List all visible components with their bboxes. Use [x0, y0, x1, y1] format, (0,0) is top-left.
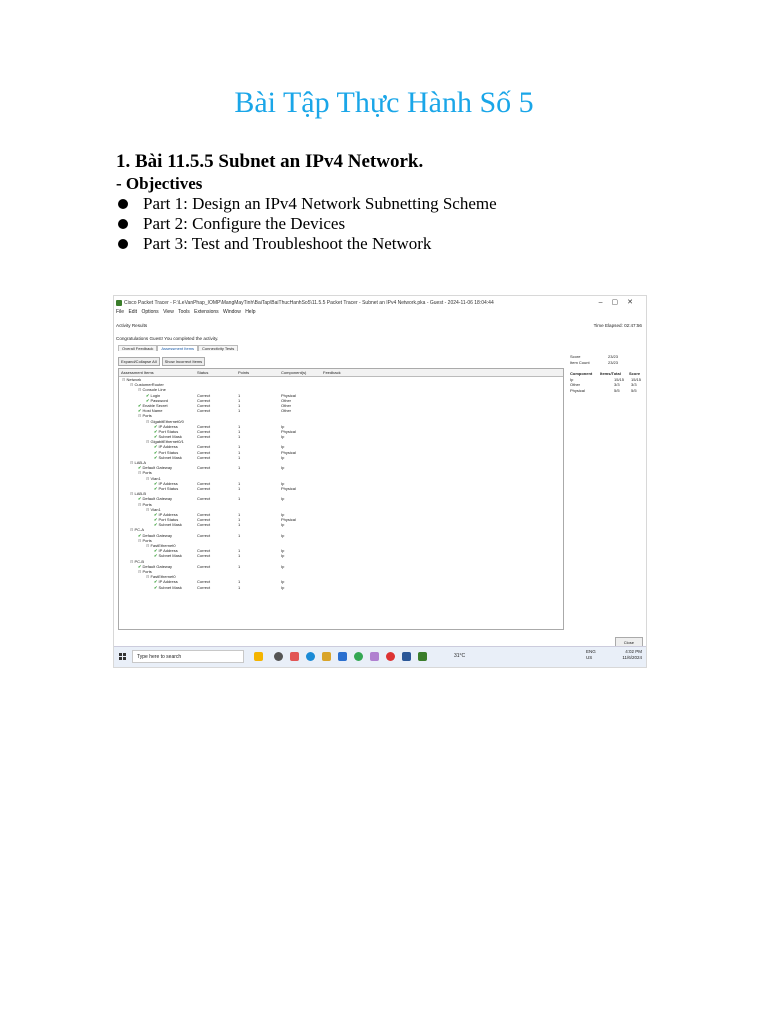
- objectives-heading: - Objectives: [116, 174, 203, 193]
- score-row: [570, 388, 646, 394]
- component-cell: Other: [281, 397, 292, 403]
- status-cell: Correct: [197, 584, 211, 590]
- item-name: ✔ IP Address: [154, 579, 178, 585]
- status-cell: Correct: [197, 563, 211, 569]
- score-cell: 15/15: [614, 376, 625, 382]
- item-name: ✔ Default Gateway: [138, 532, 173, 538]
- component-cell: Physical: [281, 428, 296, 434]
- status-cell: Correct: [197, 579, 211, 585]
- list-item-text: Part 2: Configure the Devices: [143, 214, 346, 233]
- points-cell: 1: [238, 408, 241, 414]
- status-cell: Correct: [197, 496, 211, 502]
- status-cell: Correct: [197, 423, 211, 429]
- list-item: [116, 194, 497, 214]
- bullet-icon: [118, 199, 128, 209]
- item-name: ⊟ Network: [122, 377, 142, 382]
- component-cell: Ip: [281, 548, 285, 554]
- task-view-icon[interactable]: [274, 652, 283, 661]
- item-name: ✔ IP Address: [154, 423, 178, 429]
- col-assessment-items[interactable]: Assessment Items: [121, 370, 154, 375]
- item-name: ⊟ LAB-B: [130, 491, 147, 497]
- points-cell: 1: [238, 434, 241, 440]
- table-header: [119, 369, 563, 377]
- tab-overall-feedback[interactable]: Overall Feedback: [118, 345, 157, 351]
- status-cell: Correct: [197, 449, 211, 455]
- score-cell: Other: [570, 382, 581, 387]
- points-cell: 1: [238, 397, 241, 403]
- score-cell: 3/3: [614, 382, 620, 387]
- points-cell: 1: [238, 548, 241, 554]
- check-icon: ✔: [154, 522, 158, 528]
- points-cell: 1: [238, 485, 241, 491]
- check-icon: ✔: [138, 532, 142, 538]
- component-cell: Ip: [281, 465, 285, 471]
- collapse-icon[interactable]: ⊟: [146, 574, 150, 580]
- app-icon[interactable]: [370, 652, 379, 661]
- points-cell: 1: [238, 392, 241, 398]
- check-icon: ✔: [154, 434, 158, 440]
- collapse-icon[interactable]: ⊟: [138, 568, 142, 574]
- check-icon: ✔: [146, 392, 150, 398]
- weather-temp[interactable]: 31°C: [454, 653, 466, 659]
- component-cell: Ip: [281, 563, 285, 569]
- component-cell: Ip: [281, 579, 285, 585]
- item-name: ✔ Login: [146, 392, 161, 398]
- component-cell: Ip: [281, 480, 285, 486]
- component-cell: Ip: [281, 454, 285, 460]
- points-cell: 1: [238, 532, 241, 538]
- bullet-icon: [118, 239, 128, 249]
- menu-bar[interactable]: File Edit Options View Tools Extensions Window Help: [116, 309, 256, 315]
- score-cell: Score: [629, 371, 641, 376]
- points-cell: 1: [238, 465, 241, 471]
- time-elapsed: Time Elapsed: 02:47:56: [593, 323, 642, 328]
- score-cell: 5/5: [631, 387, 637, 393]
- component-cell: Physical: [281, 392, 296, 398]
- table-row[interactable]: [119, 585, 563, 590]
- packet-tracer-icon[interactable]: [418, 652, 427, 661]
- page-title: Bài Tập Thực Hành Số 5: [234, 86, 534, 119]
- assessment-table: [118, 368, 564, 630]
- check-icon: ✔: [154, 444, 158, 450]
- component-cell: Ip: [281, 496, 285, 502]
- score-cell: Item Count: [570, 359, 590, 365]
- check-icon: ✔: [154, 449, 158, 455]
- status-cell: Correct: [197, 522, 211, 528]
- windows-start-icon[interactable]: [119, 653, 126, 660]
- results-label: Activity Results: [116, 323, 148, 328]
- points-cell: 1: [238, 517, 241, 523]
- item-name: ✔ Subnet Mask: [154, 434, 182, 440]
- collapse-icon[interactable]: ⊟: [130, 558, 134, 564]
- status-cell: Correct: [197, 428, 211, 434]
- collapse-icon[interactable]: ⊟: [138, 537, 142, 543]
- window-titlebar: [114, 296, 646, 310]
- status-cell: Correct: [197, 511, 211, 517]
- check-icon: ✔: [154, 511, 158, 517]
- objectives-list: [116, 194, 497, 254]
- component-cell: Physical: [281, 449, 296, 455]
- collapse-icon[interactable]: ⊟: [146, 543, 150, 548]
- component-cell: Physical: [281, 517, 296, 523]
- item-name: ⊟ Ports: [138, 501, 152, 507]
- collapse-icon[interactable]: ⊟: [130, 460, 134, 465]
- score-cell: Items/Total: [600, 371, 621, 376]
- lang-text: ENG: [586, 649, 596, 654]
- item-name: ✔ Port Status: [154, 485, 179, 491]
- collapse-icon[interactable]: ⊟: [146, 475, 150, 481]
- window-controls[interactable]: –▢✕: [598, 299, 642, 306]
- store-icon[interactable]: [338, 652, 347, 661]
- status-cell: Correct: [197, 402, 211, 408]
- clock-time: 4:02 PM: [625, 649, 642, 654]
- points-cell: 1: [238, 449, 241, 455]
- bullet-icon: [118, 219, 128, 229]
- item-name: ⊟ GigabitEthernet0/0: [146, 418, 184, 424]
- taskbar: [114, 646, 646, 667]
- points-cell: 1: [238, 553, 241, 559]
- item-name: ✔ Default Gateway: [138, 563, 173, 569]
- collapse-icon[interactable]: ⊟: [138, 501, 142, 507]
- component-cell: Other: [281, 408, 292, 414]
- component-cell: Physical: [281, 485, 296, 491]
- item-name: ⊟ Console Line: [138, 387, 166, 393]
- check-icon: ✔: [154, 553, 158, 559]
- item-name: ⊟ Ports: [138, 470, 152, 476]
- col-components[interactable]: Component(s): [281, 370, 307, 375]
- item-name: ✔ Subnet Mask: [154, 522, 182, 528]
- item-name: ⊟ CustomerRouter: [130, 382, 164, 388]
- component-cell: Ip: [281, 584, 285, 590]
- points-cell: 1: [238, 522, 241, 528]
- collapse-icon[interactable]: ⊟: [130, 491, 134, 497]
- collapse-icon[interactable]: ⊟: [146, 439, 150, 445]
- score-cell: 3/3: [631, 382, 637, 387]
- congrats-text: Congratulations Guest! You completed the activity.: [116, 336, 219, 341]
- check-icon: ✔: [154, 579, 158, 585]
- status-cell: Correct: [197, 517, 211, 523]
- edge-icon[interactable]: [306, 652, 315, 661]
- item-name: ✔ IP Address: [154, 548, 178, 554]
- component-cell: Ip: [281, 511, 285, 517]
- col-feedback[interactable]: Feedback: [323, 370, 341, 375]
- screenshot-image: [113, 295, 647, 668]
- item-name: ⊟ FastEthernet0: [146, 543, 176, 548]
- score-panel: [570, 354, 646, 393]
- points-cell: 1: [238, 584, 241, 590]
- status-cell: Correct: [197, 434, 211, 440]
- points-cell: 1: [238, 563, 241, 569]
- item-name: ✔ Default Gateway: [138, 465, 173, 471]
- tab-connectivity-tests[interactable]: Connectivity Tests: [198, 345, 238, 351]
- item-name: ⊟ PC-A: [130, 527, 145, 533]
- points-cell: 1: [238, 402, 241, 408]
- app-icon[interactable]: [290, 652, 299, 661]
- status-cell: Correct: [197, 553, 211, 559]
- expand-collapse-button[interactable]: Expand/Collapse All: [118, 357, 160, 366]
- item-name: ✔ Host Name: [138, 408, 163, 414]
- collapse-icon[interactable]: ⊟: [138, 413, 142, 419]
- component-cell: Ip: [281, 553, 285, 559]
- score-cell: 5/5: [614, 387, 620, 393]
- table-body: [119, 377, 563, 590]
- item-name: ✔ Default Gateway: [138, 496, 173, 502]
- collapse-icon[interactable]: ⊟: [138, 470, 142, 476]
- check-icon: ✔: [138, 408, 142, 414]
- item-name: ✔ Port Status: [154, 517, 179, 523]
- item-name: ⊟ Ports: [138, 537, 152, 543]
- check-icon: ✔: [138, 563, 142, 569]
- item-name: ✔ Enable Secret: [138, 402, 168, 408]
- status-cell: Correct: [197, 480, 211, 486]
- check-icon: ✔: [154, 428, 158, 434]
- item-name: ✔ IP Address: [154, 480, 178, 486]
- score-cell: Score: [570, 354, 581, 359]
- status-cell: Correct: [197, 397, 211, 403]
- score-cell: 23/23: [608, 354, 619, 359]
- status-cell: Correct: [197, 465, 211, 471]
- taskbar-search[interactable]: Type here to search: [132, 650, 244, 663]
- lang-region: US: [586, 655, 593, 660]
- check-icon: ✔: [146, 397, 150, 403]
- status-cell: Correct: [197, 444, 211, 450]
- check-icon: ✔: [154, 584, 158, 590]
- language-indicator[interactable]: [586, 649, 596, 661]
- points-cell: 1: [238, 428, 241, 434]
- points-cell: 1: [238, 480, 241, 486]
- check-icon: ✔: [154, 480, 158, 486]
- check-icon: ✔: [138, 402, 142, 408]
- item-name: ⊟ Vlan1: [146, 506, 161, 512]
- component-cell: Other: [281, 402, 292, 408]
- item-name: ✔ Password: [146, 397, 169, 403]
- toolbar: [118, 357, 205, 366]
- points-cell: 1: [238, 579, 241, 585]
- item-name: ⊟ GigabitEthernet0/1: [146, 439, 184, 445]
- item-name: ⊟ Ports: [138, 568, 152, 574]
- col-points[interactable]: Points: [238, 370, 250, 375]
- list-item: [116, 214, 497, 234]
- item-name: ✔ IP Address: [154, 511, 178, 517]
- clock[interactable]: [622, 649, 642, 661]
- score-cell: 15/15: [631, 376, 642, 382]
- score-row: [570, 360, 646, 366]
- section-heading: 1. Bài 11.5.5 Subnet an IPv4 Network.: [116, 151, 424, 172]
- collapse-icon[interactable]: ⊟: [130, 527, 134, 533]
- list-item-text: Part 1: Design an IPv4 Network Subnetting Scheme: [143, 194, 497, 213]
- points-cell: 1: [238, 454, 241, 460]
- result-tabs: [118, 345, 238, 351]
- chrome-icon[interactable]: [354, 652, 363, 661]
- collapse-icon[interactable]: ⊟: [138, 387, 142, 393]
- item-name: ✔ Port Status: [154, 428, 179, 434]
- collapse-icon[interactable]: ⊟: [146, 506, 150, 512]
- component-cell: Ip: [281, 522, 285, 528]
- points-cell: 1: [238, 444, 241, 450]
- check-icon: ✔: [154, 423, 158, 429]
- window-title: Cisco Packet Tracer - F:\LeVanPhap_IOMP\MangMayTinh\BaiTap\BaiThucHanhSo5\11.5.5 Packet Tracer - Subnet an IPv4 Network.pka - Guest - 2024-11-06 18:04:44: [124, 300, 494, 306]
- check-icon: ✔: [154, 485, 158, 491]
- check-icon: ✔: [138, 465, 142, 471]
- component-cell: Ip: [281, 532, 285, 538]
- points-cell: 1: [238, 496, 241, 502]
- folder-icon[interactable]: [322, 652, 331, 661]
- status-cell: Correct: [197, 532, 211, 538]
- list-item-text: Part 3: Test and Troubleshoot the Network: [143, 234, 432, 253]
- collapse-icon[interactable]: ⊟: [122, 377, 126, 382]
- check-icon: ✔: [138, 496, 142, 502]
- collapse-icon[interactable]: ⊟: [146, 418, 150, 424]
- item-name: ✔ IP Address: [154, 444, 178, 450]
- component-cell: Ip: [281, 444, 285, 450]
- points-cell: 1: [238, 511, 241, 517]
- item-name: ✔ Subnet Mask: [154, 553, 182, 559]
- item-name: ✔ Subnet Mask: [154, 584, 182, 590]
- list-item: [116, 234, 497, 254]
- score-cell: 23/23: [608, 359, 619, 365]
- tab-assessment-items[interactable]: Assessment Items: [157, 345, 198, 351]
- item-name: ⊟ Ports: [138, 413, 152, 419]
- score-cell: Component: [570, 371, 593, 376]
- score-cell: Ip: [570, 376, 574, 382]
- item-name: ⊟ Vlan1: [146, 475, 161, 481]
- clock-date: 11/6/2024: [622, 655, 642, 660]
- item-name: ✔ Port Status: [154, 449, 179, 455]
- check-icon: ✔: [154, 454, 158, 460]
- status-cell: Correct: [197, 392, 211, 398]
- item-name: ⊟ PC-B: [130, 558, 145, 564]
- item-name: ✔ Subnet Mask: [154, 454, 182, 460]
- packet-tracer-icon: [116, 300, 122, 306]
- component-cell: Ip: [281, 434, 285, 440]
- status-cell: Correct: [197, 454, 211, 460]
- show-incorrect-button[interactable]: Show Incorrect Items: [162, 357, 206, 366]
- component-cell: Ip: [281, 423, 285, 429]
- points-cell: 1: [238, 423, 241, 429]
- status-cell: Correct: [197, 408, 211, 414]
- score-cell: Physical: [570, 387, 585, 393]
- check-icon: ✔: [154, 517, 158, 523]
- item-name: ⊟ FastEthernet0: [146, 574, 176, 580]
- col-status[interactable]: Status: [197, 370, 209, 375]
- word-icon[interactable]: [402, 652, 411, 661]
- status-cell: Correct: [197, 485, 211, 491]
- sparkle-icon[interactable]: [254, 652, 263, 661]
- status-cell: Correct: [197, 548, 211, 554]
- app-icon[interactable]: [386, 652, 395, 661]
- collapse-icon[interactable]: ⊟: [130, 382, 134, 388]
- check-icon: ✔: [154, 548, 158, 554]
- close-button[interactable]: Close: [615, 637, 643, 648]
- item-name: ⊟ LAB-A: [130, 460, 147, 465]
